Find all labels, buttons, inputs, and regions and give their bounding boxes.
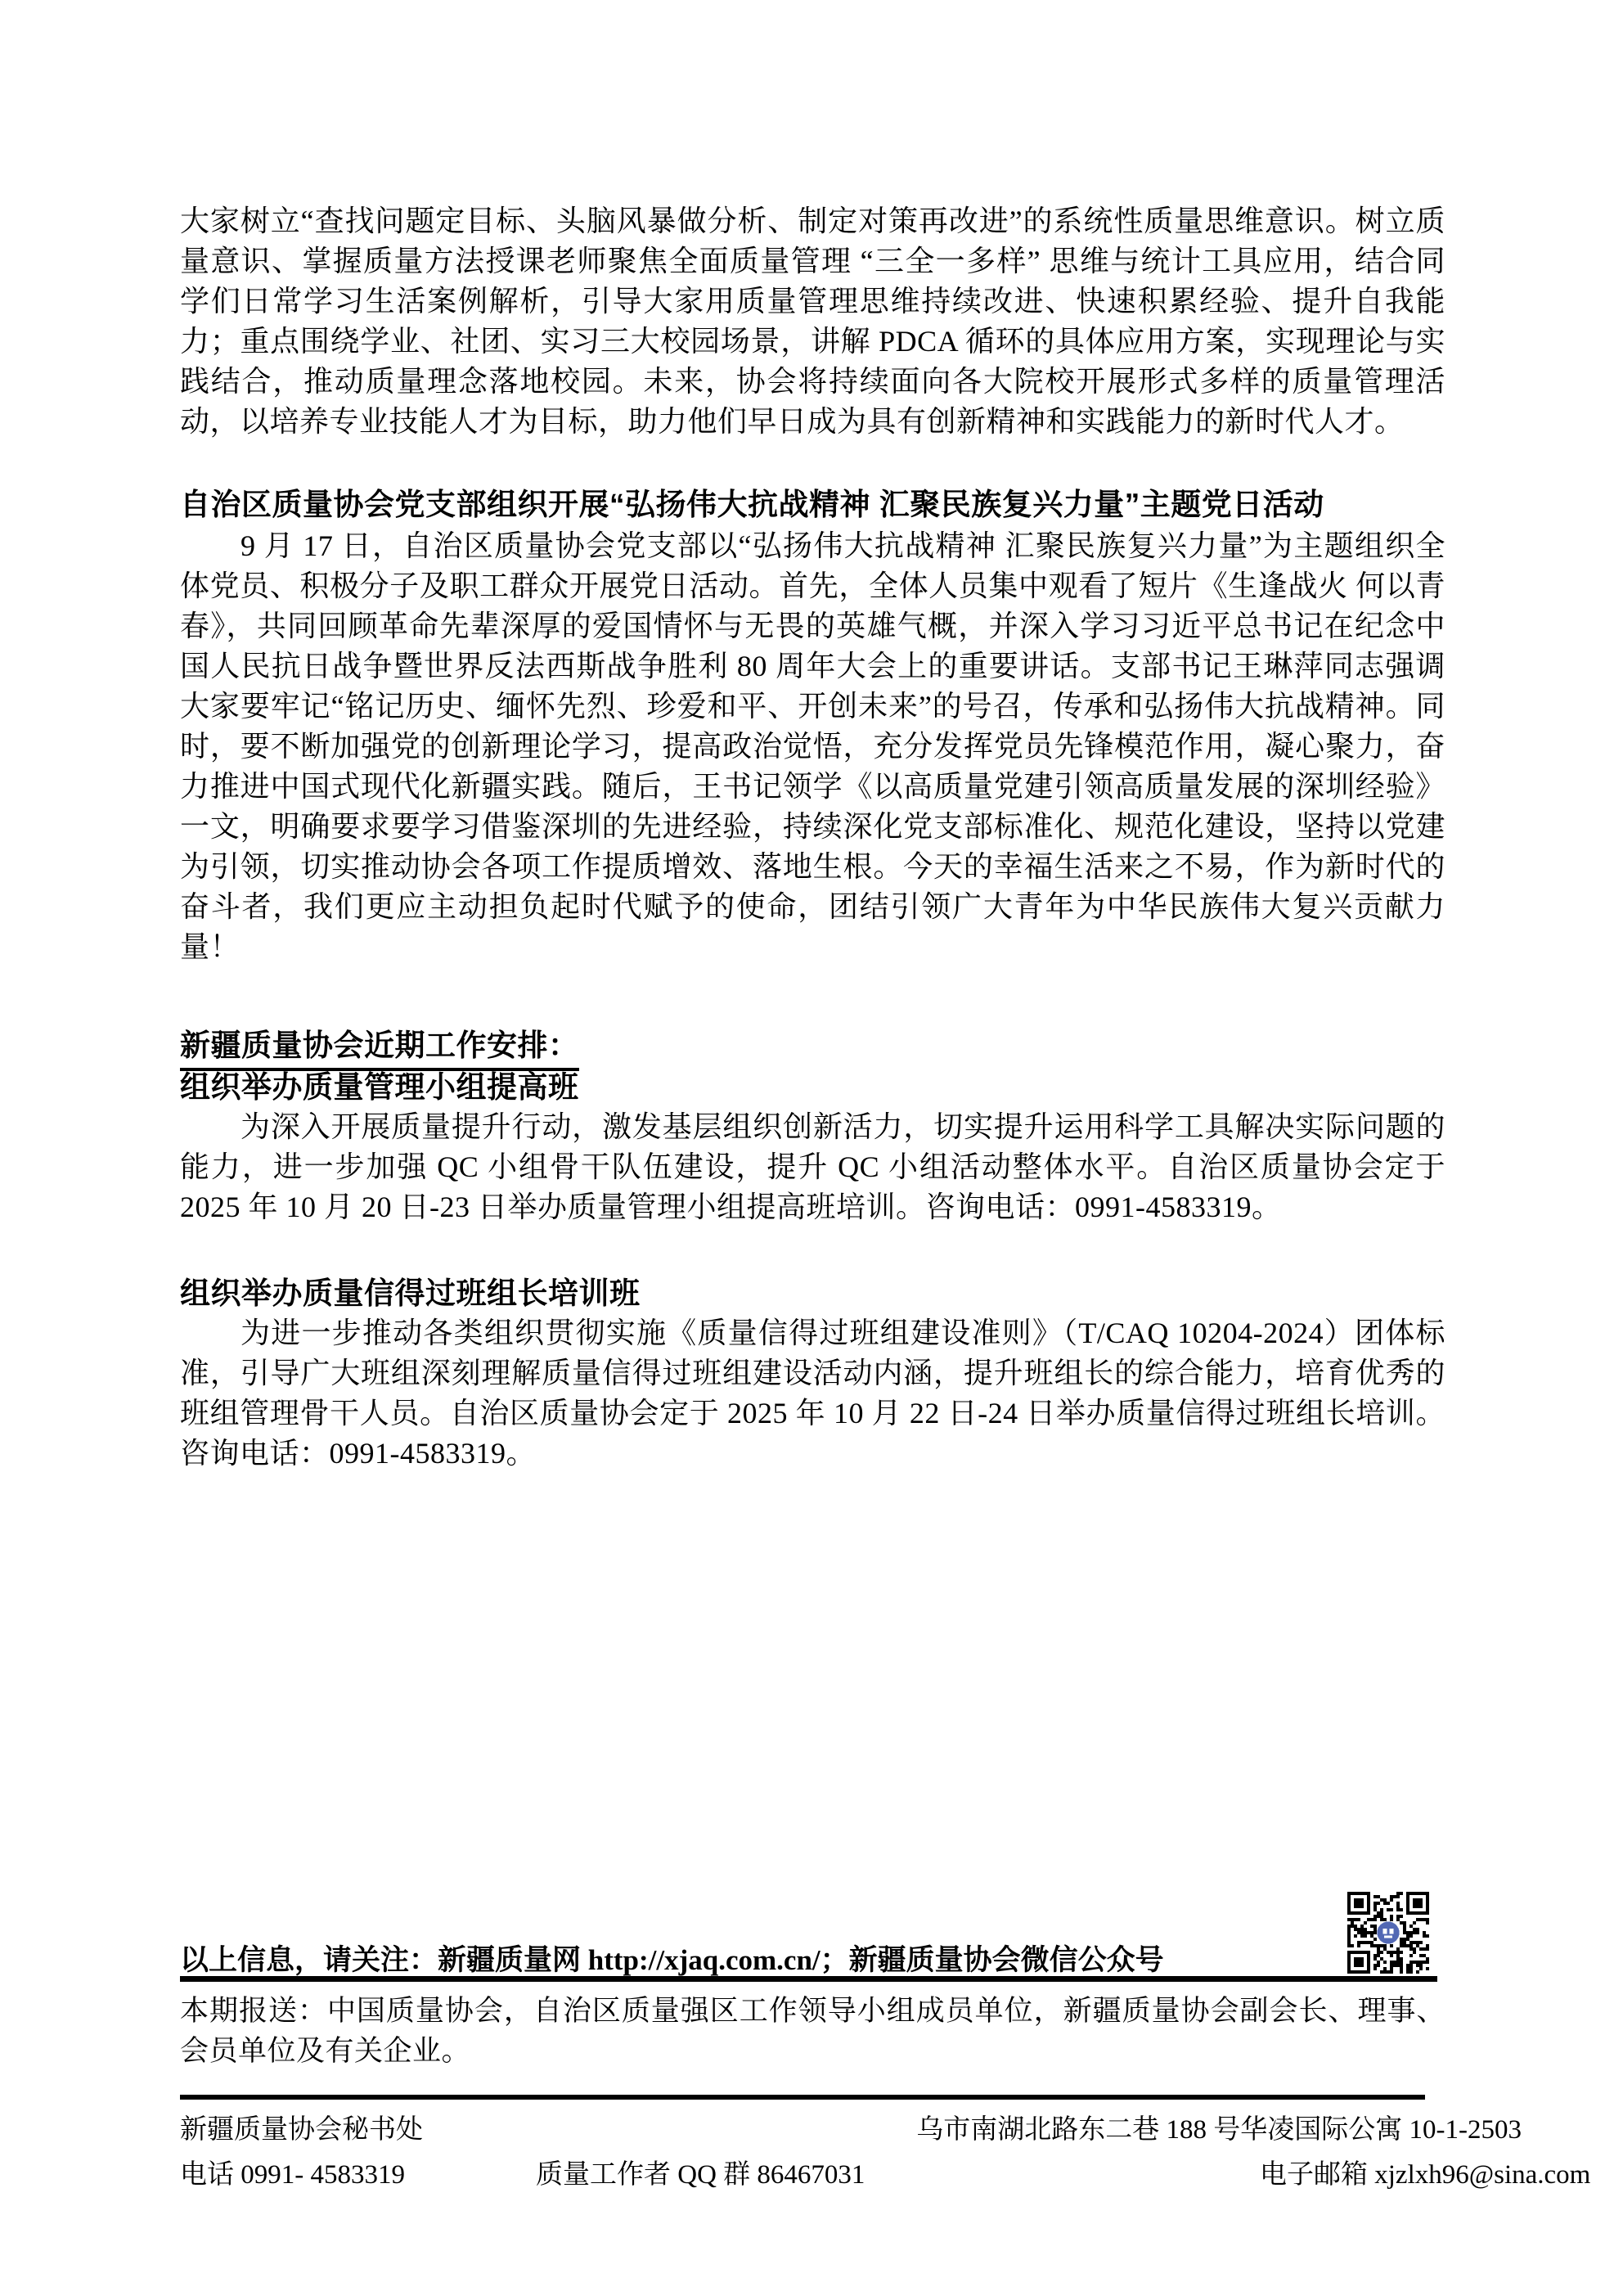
email-address: 电子邮箱 xjzlxh96@sina.com — [1260, 2160, 1591, 2190]
qq-group-number: 质量工作者 QQ 群 86467031 — [536, 2160, 865, 2190]
footer-divider-top — [180, 1976, 1437, 1982]
continuation-paragraph: 大家树立“查找问题定目标、头脑风暴做分析、制定对策再改进”的系统性质量思维意识。树立质量意识、掌握质量方法授课老师聚焦全面质量管理 “三全一多样” 思维与统计工具应用，结合同学们日常学习生活案例解析，引导大家用质量管理思维持续改进、快速积累经验、提升自我能力；重点围绕学业、社团、实习三大校园场景，讲解 PDCA 循环的具体应用方案，实现理论与实践结合，推动质量理念落地校园。未来，协会将持续面向各大院校开展形式多样的质量管理活动，以培养专业技能人才为目标，助力他们早日成为具有创新精神和实践能力的新时代人才。 — [180, 205, 1445, 438]
footer-contact-row-1 — [180, 2114, 1522, 2146]
qc-class-paragraph: 为深入开展质量提升行动，激发基层组织创新活力，切实提升运用科学工具解决实际问题的能力，进一步加强 QC 小组骨干队伍建设，提升 QC 小组活动整体水平。自治区质量协会定于 2025 年 10 月 20 日-23 日举办质量管理小组提高班培训。咨询电话：0991-4583319。 — [180, 1110, 1445, 1223]
distribution-paragraph: 本期报送：中国质量协会，自治区质量强区工作领导小组成员单位，新疆质量协会副会长、理事、会员单位及有关企业。 — [180, 1995, 1445, 2067]
party-activity-paragraph: 9 月 17 日，自治区质量协会党支部以“弘扬伟大抗战精神 汇聚民族复兴力量”为主题组织全体党员、积极分子及职工群众开展党日活动。首先，全体人员集中观看了短片《生逢战火 何以青春》，共同回顾革命先辈深厚的爱国情怀与无畏的英雄气概，并深入学习习近平总书记在纪念中国人民抗日战争暨世界反法西斯战争胜利 80 周年大会上的重要讲话。支部书记王琳萍同志强调大家要牢记“铭记历史、缅怀先烈、珍爱和平、开创未来”的号召，传承和弘扬伟大抗战精神。同时，要不断加强党的创新理论学习，提高政治觉悟，充分发挥党员先锋模范作用，凝心聚力，奋力推进中国式现代化新疆实践。随后，王书记领学《以高质量党建引领高质量发展的深圳经验》一文，明确要求要学习借鉴深圳的先进经验，持续深化党支部标准化、规范化建设，坚持以党建为引领，切实推动协会各项工作提质增效、落地生根。今天的幸福生活来之不易，作为新时代的奋斗者，我们更应主动担负起时代赋予的使命，团结引领广大青年为中华民族伟大复兴贡献力量！ — [180, 529, 1445, 963]
team-leader-class-paragraph: 为进一步推动各类组织贯彻实施《质量信得过班组建设准则》（T/CAQ 10204-2024）团体标准，引导广大班组深刻理解质量信得过班组建设活动内涵，提升班组长的综合能力，培育优秀的班组管理骨干人员。自治区质量协会定于 2025 年 10 月 22 日-24 日举办质量信得过班组长培训。咨询电话：0991-4583319。 — [180, 1317, 1445, 1470]
phone-number: 电话 0991- 4583319 — [180, 2160, 405, 2190]
qc-class-heading: 组织举办质量管理小组提高班 — [180, 1070, 579, 1104]
secretariat-address: 乌市南湖北路东二巷 188 号华凌国际公寓 10-1-2503 — [916, 2115, 1522, 2145]
party-activity-heading: 自治区质量协会党支部组织开展“弘扬伟大抗战精神 汇聚民族复兴力量”主题党日活动 — [180, 488, 1324, 521]
footer-divider-bottom — [180, 2095, 1425, 2100]
schedule-section-title: 新疆质量协会近期工作安排： — [180, 1025, 579, 1071]
team-leader-class-heading: 组织举办质量信得过班组长培训班 — [180, 1276, 641, 1310]
follow-us-line: 以上信息，请关注：新疆质量网 http://xjaq.com.cn/；新疆质量协会微信公众号 — [180, 1944, 1164, 1976]
footer-contact-row-2 — [180, 2159, 1591, 2191]
secretariat-name: 新疆质量协会秘书处 — [180, 2115, 423, 2145]
schedule-section-header — [180, 1025, 1445, 1071]
